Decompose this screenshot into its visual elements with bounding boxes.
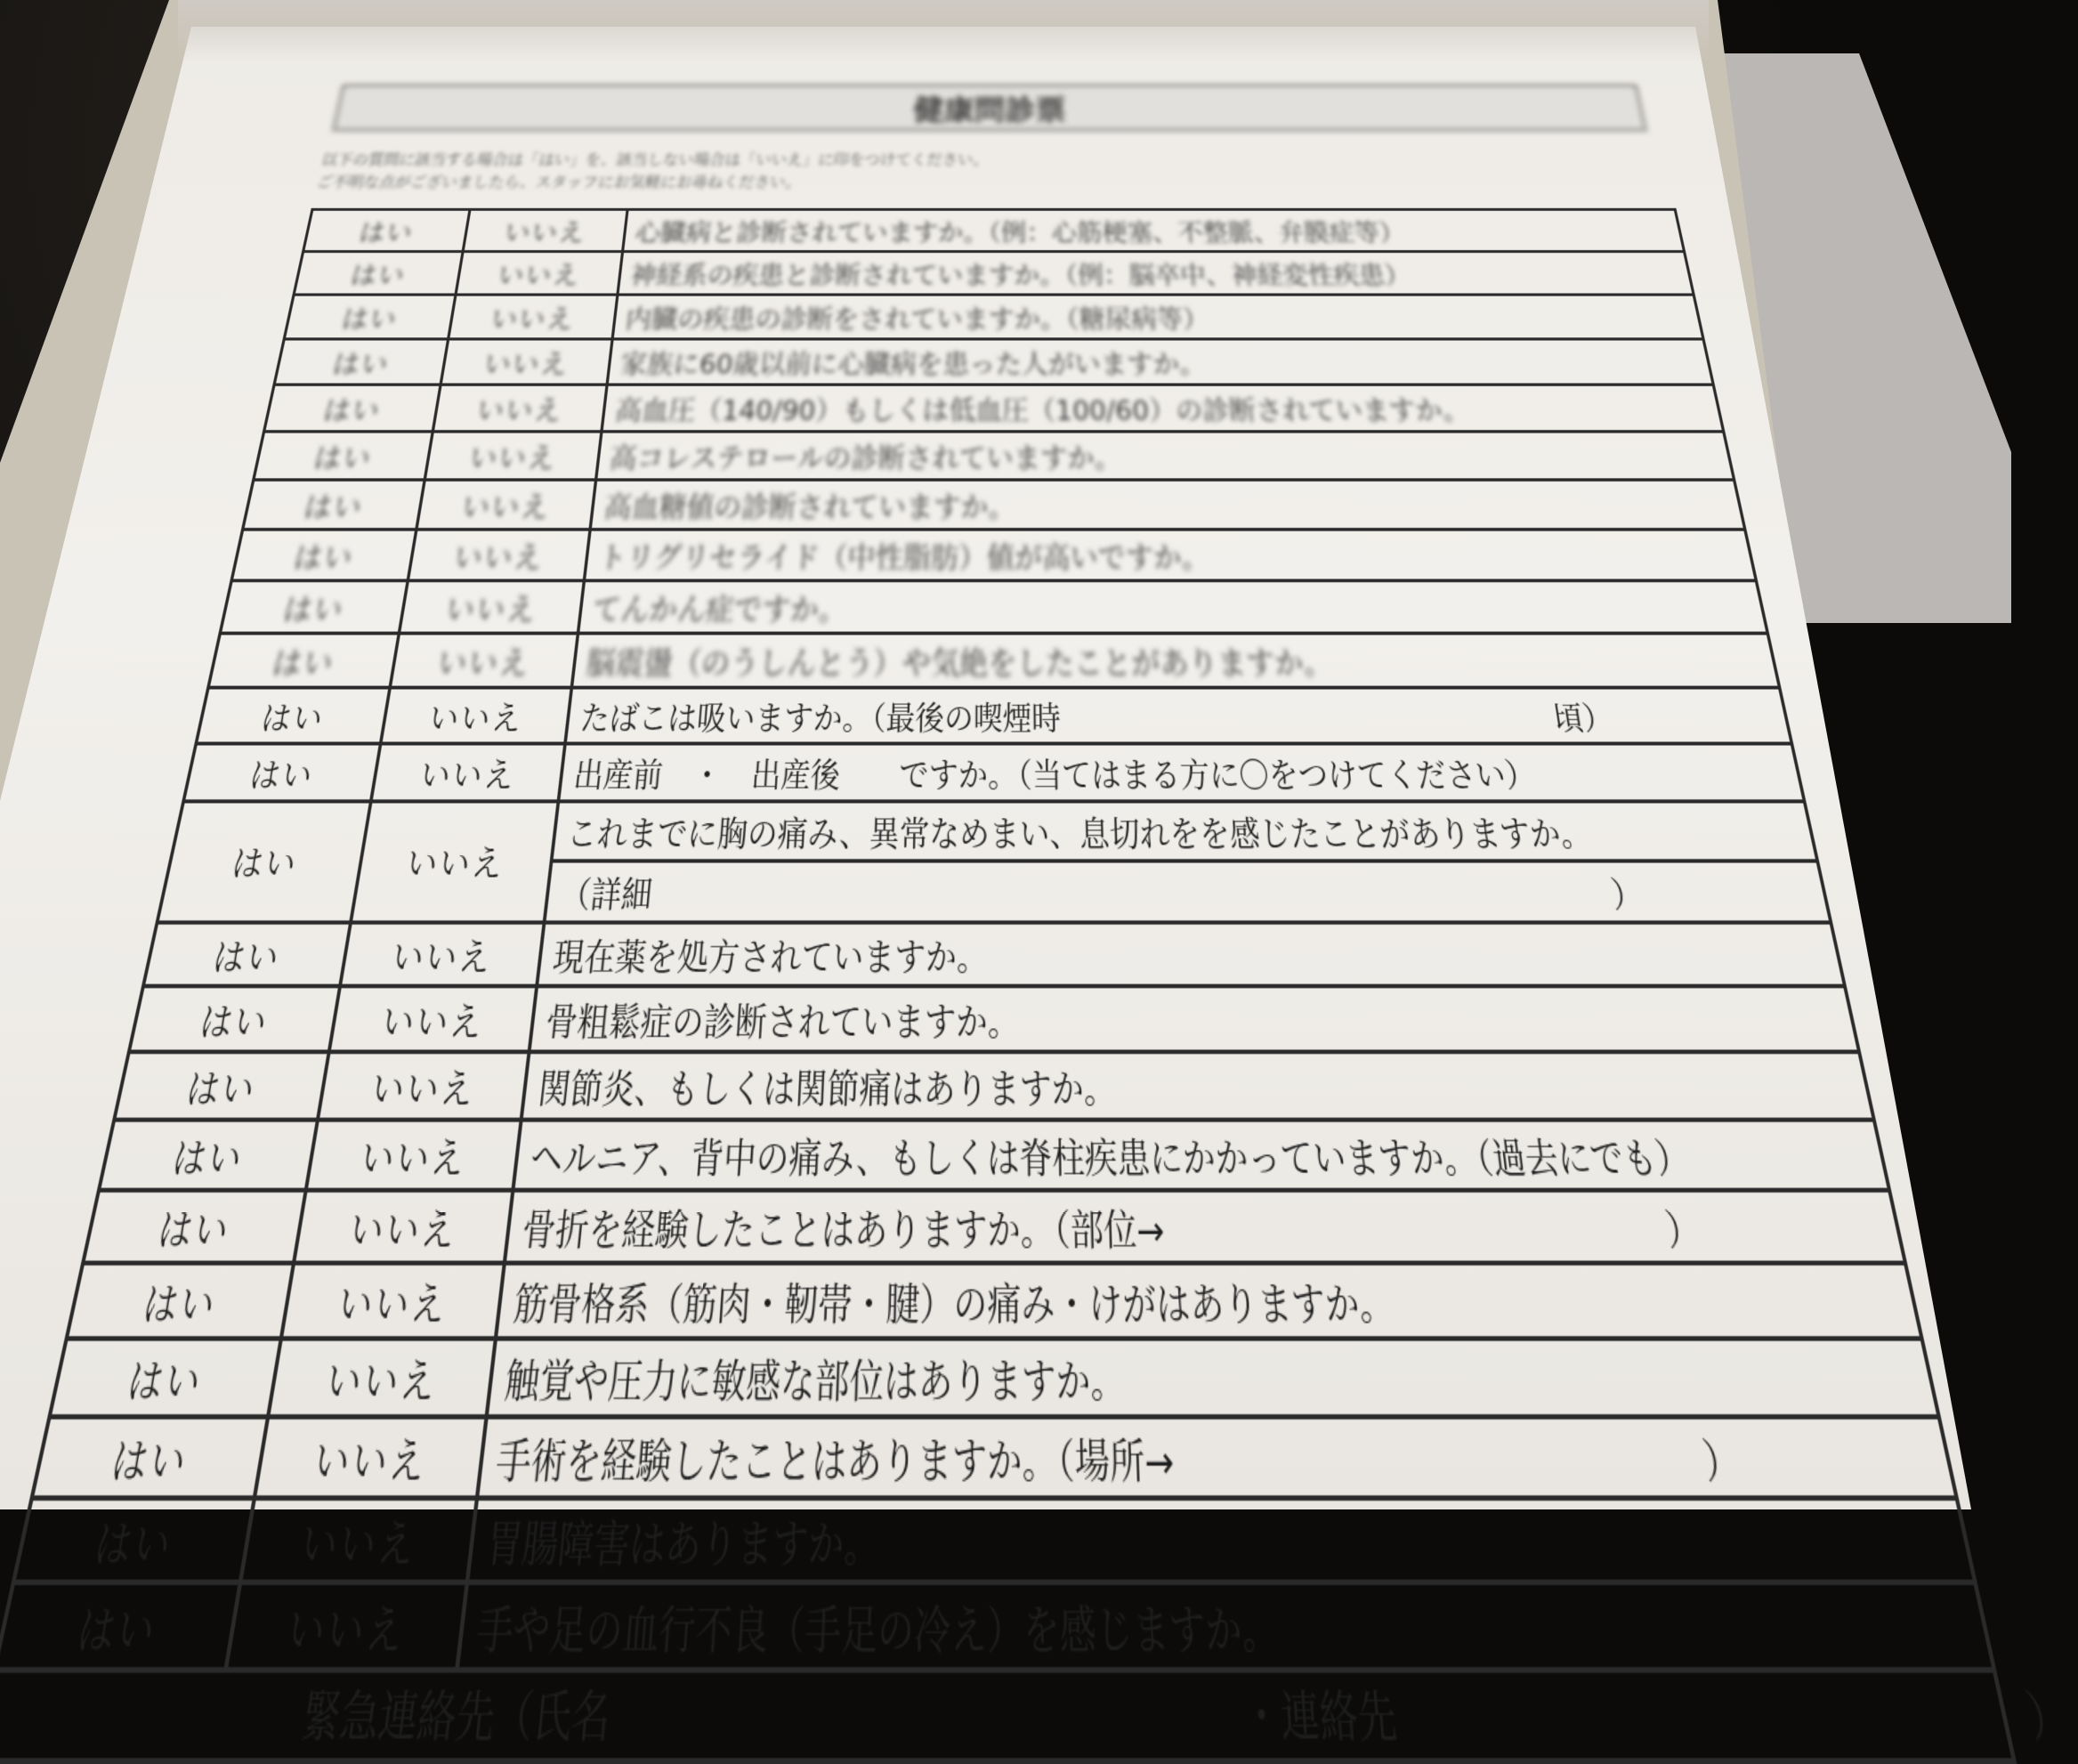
- question-row: [231, 530, 1756, 580]
- no-option[interactable]: いいえ: [351, 801, 558, 922]
- emergency-contact-field[interactable]: [0, 1670, 2075, 1760]
- no-option[interactable]: いいえ: [424, 432, 602, 480]
- fracture-line: [520, 1196, 1890, 1257]
- yes-option[interactable]: はい: [114, 1052, 328, 1120]
- question-text: 筋骨格系（筋肉・靭帯・腱）の痛み・けがはありますか。: [496, 1263, 1922, 1339]
- question-text: ヘルニア、背中の痛み、もしくは脊柱疾患にかかっていますか。（過去にでも）: [513, 1120, 1889, 1190]
- emergency-contact-row: [0, 1670, 2014, 1760]
- no-option[interactable]: いいえ: [268, 1339, 496, 1417]
- yes-option[interactable]: はい: [284, 295, 456, 339]
- emergency-close: ）: [2021, 1686, 2075, 1751]
- question-text: 手や足の血行不良（手足の冷え）を感じますか。: [457, 1582, 1993, 1670]
- yes-option[interactable]: はい: [208, 634, 399, 688]
- question-row: [0, 1582, 1994, 1670]
- no-option[interactable]: いいえ: [456, 252, 623, 295]
- surgery-suffix: ）: [1699, 1435, 1744, 1490]
- question-table: [0, 208, 2075, 1764]
- question-row: [83, 1190, 1905, 1263]
- question-text: 神経系の疾患と診断されていますか。（例：脳卒中、神経変性疾患）: [618, 252, 1694, 295]
- question-row: [50, 1339, 1939, 1417]
- yes-option[interactable]: はい: [183, 743, 380, 801]
- question-row: [284, 295, 1703, 339]
- intro-line: 以下の質問に該当する場合は「はい」を、該当しない場合は「いいえ」に印をつけてください。: [319, 151, 989, 169]
- detail-field[interactable]: [545, 861, 1831, 922]
- yes-option[interactable]: はい: [13, 1498, 255, 1582]
- question-text: 内臓の疾患の診断をされていますか。（糖尿病等）: [612, 295, 1703, 339]
- smoking-suffix: 頃）: [1551, 700, 1616, 738]
- surgery-line: [493, 1424, 1940, 1492]
- question-row: [143, 923, 1845, 986]
- yes-option[interactable]: はい: [254, 432, 433, 480]
- question-text: 家族に60歳以前に心臓病を患った人がいますか。: [607, 339, 1713, 384]
- no-option[interactable]: いいえ: [371, 743, 565, 801]
- question-row: [13, 1498, 1975, 1582]
- smoking-line: [578, 692, 1779, 739]
- yes-option[interactable]: はい: [99, 1120, 318, 1190]
- yes-option[interactable]: はい: [274, 339, 449, 384]
- no-option[interactable]: いいえ: [441, 339, 612, 384]
- fracture-question: 骨折を経験したことはありますか。（部位→: [519, 1207, 1166, 1256]
- form-intro: [314, 150, 1670, 194]
- question-text: トリグリセライド（中性脂肪）値が高いですか。: [584, 530, 1756, 580]
- intro-line: ご不明な点がございましたら、スタッフにお気軽にお尋ねください。: [314, 174, 802, 192]
- question-text: 高血糖値の診断されていますか。: [590, 480, 1745, 530]
- no-option[interactable]: いいえ: [449, 295, 618, 339]
- question-row: [208, 634, 1780, 688]
- question-text: 高コレステロールの診断されていますか。: [596, 432, 1734, 480]
- yes-option[interactable]: はい: [231, 530, 416, 580]
- question-text: 出産前 ・ 出産後 ですか。（当てはまる方に〇をつけてください）: [558, 743, 1804, 801]
- question-text: [505, 1190, 1905, 1263]
- question-row: [254, 432, 1734, 480]
- question-row: [220, 580, 1767, 633]
- question-text: これまでに胸の痛み、異常なめまい、息切れをを感じたことがありますか。: [552, 801, 1818, 861]
- question-text: 心臓病と診断されていますか。（例：心筋梗塞、不整脈、弁膜症等）: [623, 209, 1685, 251]
- yes-option[interactable]: はい: [0, 1582, 240, 1670]
- question-text: [477, 1417, 1957, 1498]
- question-row: [274, 339, 1713, 384]
- no-option[interactable]: いいえ: [381, 688, 572, 744]
- emergency-contact-label: ・連絡先: [1241, 1686, 1400, 1751]
- question-row: [196, 688, 1791, 744]
- yes-option[interactable]: はい: [243, 480, 425, 530]
- no-option[interactable]: いいえ: [433, 384, 607, 432]
- no-option[interactable]: いいえ: [281, 1263, 505, 1339]
- surgery-question: 手術を経験したことはありますか。（場所→: [493, 1435, 1176, 1490]
- paper-shadow: [178, 0, 1709, 62]
- yes-option[interactable]: はい: [32, 1417, 268, 1498]
- question-row: [171, 801, 1818, 861]
- no-option[interactable]: いいえ: [463, 209, 627, 251]
- yes-option[interactable]: はい: [129, 986, 340, 1052]
- yes-option[interactable]: はい: [50, 1339, 281, 1417]
- question-text: 現在薬を処方されていますか。: [537, 923, 1845, 986]
- no-option[interactable]: いいえ: [294, 1190, 513, 1263]
- emergency-name-label: 緊急連絡先（氏名: [297, 1686, 613, 1751]
- question-text: 脳震盪（のうしんとう）や気絶をしたことがありますか。: [571, 634, 1779, 688]
- no-option[interactable]: いいえ: [306, 1120, 522, 1190]
- question-text: [565, 688, 1791, 744]
- question-text: 胃腸障害はありますか。: [467, 1498, 1975, 1582]
- question-row: [183, 743, 1804, 801]
- detail-close: ）: [1608, 875, 1646, 917]
- question-row: [294, 252, 1694, 295]
- question-row: [32, 1417, 1957, 1498]
- no-option[interactable]: いいえ: [318, 1052, 530, 1120]
- question-text: 高血圧（140/90）もしくは低血圧（100/60）の診断されていますか。: [602, 384, 1724, 432]
- question-row: [67, 1263, 1922, 1339]
- question-row: [99, 1120, 1889, 1190]
- yes-option[interactable]: はい: [264, 384, 441, 432]
- yes-option[interactable]: はい: [158, 801, 371, 922]
- yes-option[interactable]: はい: [294, 252, 463, 295]
- yes-option[interactable]: はい: [83, 1190, 306, 1263]
- detail-label: （詳細: [558, 875, 654, 917]
- question-text: 骨粗鬆症の診断されていますか。: [530, 986, 1860, 1052]
- no-option[interactable]: いいえ: [255, 1417, 487, 1498]
- question-row: [264, 384, 1724, 432]
- question-row: [243, 480, 1745, 530]
- no-option[interactable]: いいえ: [329, 986, 537, 1052]
- question-row: [129, 986, 1859, 1052]
- question-row: [303, 209, 1685, 251]
- question-text: 触覚や圧力に敏感な部位はありますか。: [487, 1339, 1939, 1417]
- question-text: てんかん症ですか。: [578, 580, 1767, 633]
- no-option[interactable]: いいえ: [340, 923, 544, 986]
- no-option[interactable]: いいえ: [226, 1582, 467, 1670]
- yes-option[interactable]: はい: [303, 209, 470, 251]
- no-option[interactable]: いいえ: [390, 634, 578, 688]
- question-row: [114, 1052, 1874, 1120]
- yes-option[interactable]: はい: [143, 923, 351, 986]
- yes-option[interactable]: はい: [220, 580, 408, 633]
- fracture-suffix: ）: [1662, 1207, 1704, 1256]
- no-option[interactable]: いいえ: [408, 530, 590, 580]
- yes-option[interactable]: はい: [67, 1263, 294, 1339]
- question-text: 関節炎、もしくは関節痛はありますか。: [522, 1052, 1874, 1120]
- form-title: 健康問診票: [333, 85, 1646, 131]
- no-option[interactable]: いいえ: [399, 580, 584, 633]
- no-option[interactable]: いいえ: [416, 480, 596, 530]
- smoking-question: たばこは吸いますか。（最後の喫煙時: [578, 700, 1062, 738]
- yes-option[interactable]: はい: [196, 688, 390, 744]
- no-option[interactable]: いいえ: [240, 1498, 477, 1582]
